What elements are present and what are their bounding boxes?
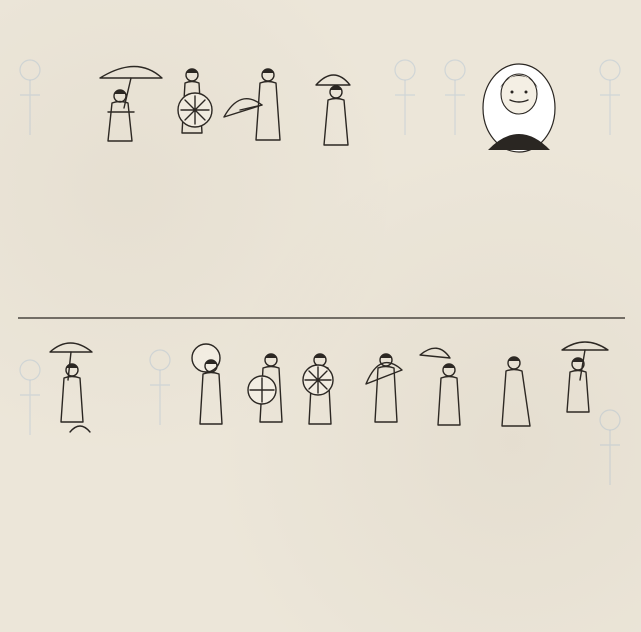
figure-10 bbox=[248, 354, 282, 423]
figure-7 bbox=[420, 348, 460, 425]
figure-9 bbox=[303, 354, 333, 425]
figure-12 bbox=[50, 343, 92, 432]
figure-1 bbox=[100, 67, 162, 142]
figure-6 bbox=[502, 357, 530, 427]
figure-2 bbox=[178, 69, 212, 134]
figure-11 bbox=[192, 344, 222, 424]
figure-4 bbox=[316, 75, 350, 145]
figure-8 bbox=[366, 354, 402, 423]
choreographer-portrait bbox=[483, 64, 555, 152]
figure-5 bbox=[562, 342, 608, 412]
figure-3 bbox=[224, 69, 280, 141]
